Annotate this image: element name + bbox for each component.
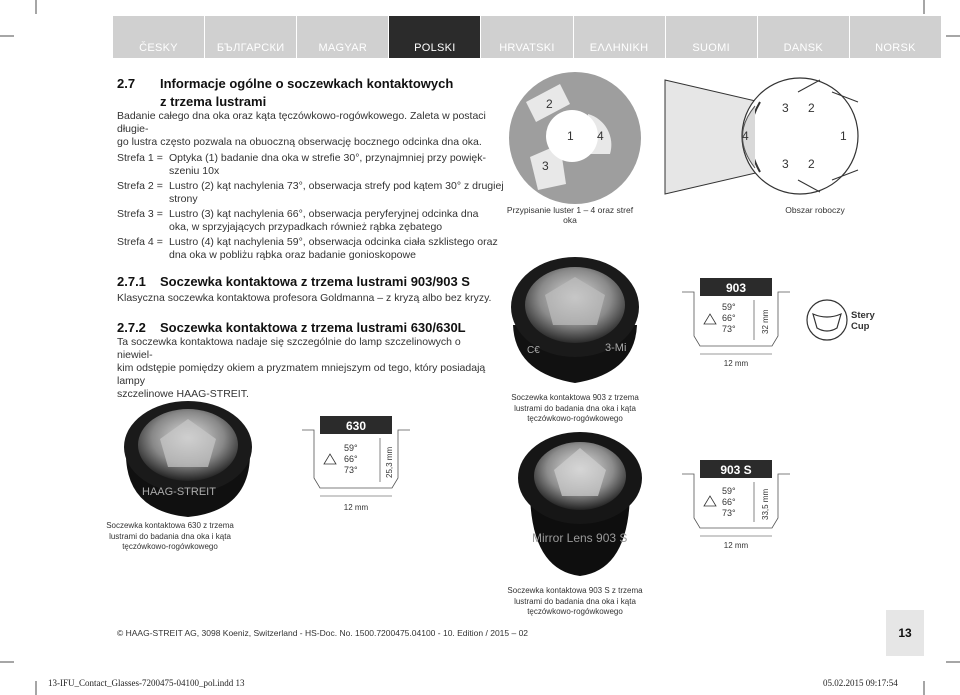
zone-key: Strefa 2 =	[117, 180, 163, 192]
slug-filename: 13-IFU_Contact_Glasses-7200475-04100_pol.indd 13	[48, 678, 245, 688]
spec-903s-angle: 73°	[722, 508, 736, 518]
mirror-diagram-caption: Przypisanie luster 1 – 4 oraz stref oka	[506, 205, 634, 225]
caption-line: lustrami do badania dna oka i kąta	[514, 596, 636, 606]
spec-630-height: 25,3 mm	[385, 446, 394, 478]
page-number: 13	[886, 610, 924, 656]
section-630-text	[117, 336, 497, 401]
spec-630-model: 630	[345, 419, 367, 433]
mirror-label-1: 1	[567, 129, 574, 143]
ce-mark: C€	[527, 345, 540, 356]
section-630-line: szczelinowe HAAG-STREIT.	[117, 388, 249, 400]
spec-630-angle: 73°	[344, 465, 358, 475]
zone-text: dna oka w pobliżu rąbka oraz badanie gonioskopowe	[169, 249, 416, 261]
eye-label-3-top: 3	[782, 101, 789, 115]
zone-text: oka, w sprzyjających przypadkach również rąbka zębatego	[169, 221, 443, 233]
stery-cup-label: Cup	[851, 321, 870, 332]
lens-903s-engraving: Mirror Lens 903 S	[532, 531, 628, 545]
lens-630-caption	[100, 521, 240, 553]
stery-cup-icon	[807, 300, 847, 340]
mirror-diagram	[500, 72, 650, 207]
caption-line: lustrami do badania dna oka i kąta	[109, 531, 231, 541]
spec-903-diagram	[680, 278, 800, 368]
mirror-label-4: 4	[597, 129, 604, 143]
stery-cup-label: Stery	[851, 310, 875, 321]
zone-text: Lustro (2) kąt nachylenia 73°, obserwacja strefy pod kątem 30° z drugiej	[169, 180, 504, 192]
zones-list	[117, 152, 517, 262]
section-title-line2: z trzema lustrami	[160, 94, 267, 109]
zone-row	[117, 236, 517, 262]
tab-norsk[interactable]: NORSK	[850, 16, 941, 58]
section-intro	[117, 110, 517, 149]
spec-903-height: 32 mm	[761, 309, 770, 334]
zone-key: Strefa 3 =	[117, 208, 163, 220]
caption-line: lustrami do badania dna oka i kąta	[514, 403, 636, 413]
section-903-text: Klasyczna soczewka kontaktowa profesora Goldmanna – z kryzą albo bez kryzy.	[117, 292, 492, 304]
lens-903s-photo	[510, 430, 650, 580]
section-630-title: Soczewka kontaktowa z trzema lustrami 630/630L	[160, 320, 466, 335]
angle-icon	[324, 454, 336, 464]
caption-line: tęczówkowo-rogówkowego	[527, 607, 623, 616]
lens-903-caption	[505, 393, 645, 425]
zone-row	[117, 208, 517, 234]
spec-630-angle: 59°	[344, 443, 358, 453]
lens-630-photo	[118, 395, 258, 520]
caption-line: tęczówkowo-rogówkowego	[122, 542, 218, 551]
tab-cesky[interactable]: ČESKY	[113, 16, 204, 58]
spec-903s-angle: 66°	[722, 497, 736, 507]
lens-903-photo	[505, 255, 645, 390]
zone-key: Strefa 4 =	[117, 236, 163, 248]
section-630-line: Ta soczewka kontaktowa nadaje się szczególnie do lamp szczelinowych o niewiel-	[117, 336, 461, 361]
mirror-label-3: 3	[542, 159, 549, 173]
tab-hrvatski[interactable]: HRVATSKI	[481, 16, 572, 58]
section-903-number: 2.7.1	[117, 274, 146, 289]
slug-timestamp: 05.02.2015 09:17:54	[823, 678, 898, 688]
stery-cup-symbol	[805, 298, 885, 342]
tab-bulgarski[interactable]: БЪЛГАРСКИ	[205, 16, 296, 58]
tab-dansk[interactable]: DANSK	[758, 16, 849, 58]
eye-label-3-bottom: 3	[782, 157, 789, 171]
zone-text: Lustro (4) kąt nachylenia 59°, obserwacja odcinka ciała szklistego oraz	[169, 236, 498, 248]
spec-903-diameter: 12 mm	[723, 359, 749, 368]
lens-903-engraving: 3-Mi	[605, 342, 627, 354]
section-number: 2.7	[117, 76, 136, 91]
zone-text: Optyka (1) badanie dna oka w strefie 30°, przynajmniej przy powięk-	[169, 152, 487, 164]
lens-903s-caption	[505, 586, 645, 618]
caption-line: Soczewka kontaktowa 630 z trzema	[106, 521, 234, 530]
zone-row	[117, 152, 517, 178]
eye-label-1: 1	[840, 129, 847, 143]
spec-903s-angle: 59°	[722, 486, 736, 496]
eye-label-2-bottom: 2	[808, 157, 815, 171]
spec-903s-model: 903 S	[720, 463, 752, 477]
lens-630-engraving: HAAG-STREIT	[142, 486, 216, 498]
spec-903s-diameter: 12 mm	[723, 541, 749, 550]
caption-line: tęczówkowo-rogówkowego	[527, 414, 623, 423]
zone-row	[117, 180, 517, 206]
spec-903-model: 903	[725, 281, 747, 295]
tab-magyar[interactable]: MAGYAR	[297, 16, 388, 58]
caption-line: Soczewka kontaktowa 903 z trzema	[511, 393, 639, 402]
zone-text: strony	[169, 193, 198, 205]
eye-diagram	[660, 72, 870, 202]
spec-903-angle: 59°	[722, 302, 736, 312]
zone-text: Lustro (3) kąt nachylenia 66°, obserwacja peryferyjnej odcinka dna	[169, 208, 479, 220]
tab-polski[interactable]: POLSKI	[389, 16, 480, 58]
spec-903-angle: 73°	[722, 324, 736, 334]
spec-903s-height: 33,5 mm	[761, 488, 770, 520]
zone-text: szeniu 10x	[169, 165, 220, 177]
spec-903s-diagram	[680, 460, 800, 550]
spec-630-diameter: 12 mm	[343, 503, 369, 512]
section-903-title: Soczewka kontaktowa z trzema lustrami 903/903 S	[160, 274, 470, 289]
spec-903-angle: 66°	[722, 313, 736, 323]
caption-line: Soczewka kontaktowa 903 S z trzema	[507, 586, 643, 595]
intro-line-2: go lustra często pozwala na obuoczną obserwację bocznego odcinka dna oka.	[117, 136, 482, 148]
section-630-line: kim odstępie pomiędzy okiem a pryzmatem mniejszym od tego, który posiadają lampy	[117, 362, 486, 387]
eye-label-4: 4	[742, 129, 749, 143]
section-title: Informacje ogólne o soczewkach kontaktowych	[160, 76, 454, 91]
eye-diagram-caption: Obszar roboczy	[785, 205, 845, 215]
spec-630-diagram	[300, 416, 420, 516]
section-630-number: 2.7.2	[117, 320, 146, 335]
zone-key: Strefa 1 =	[117, 152, 163, 164]
spec-630-angle: 66°	[344, 454, 358, 464]
tab-ellinika[interactable]: ΕΛΛΗΝΙΚΗ	[574, 16, 665, 58]
tab-suomi[interactable]: SUOMI	[666, 16, 757, 58]
mirror-label-2: 2	[546, 97, 553, 111]
intro-line-1: Badanie całego dna oka oraz kąta tęczówkowo-rogówkowego. Zaleta w postaci długie-	[117, 110, 486, 135]
copyright-line: © HAAG-STREIT AG, 3098 Koeniz, Switzerland - HS-Doc. No. 1500.7200475.04100 - 10. Edition / 2015 – 02	[117, 628, 529, 638]
eye-label-2-top: 2	[808, 101, 815, 115]
angle-icon	[704, 496, 716, 506]
language-tabs	[113, 16, 941, 58]
angle-icon	[704, 314, 716, 324]
